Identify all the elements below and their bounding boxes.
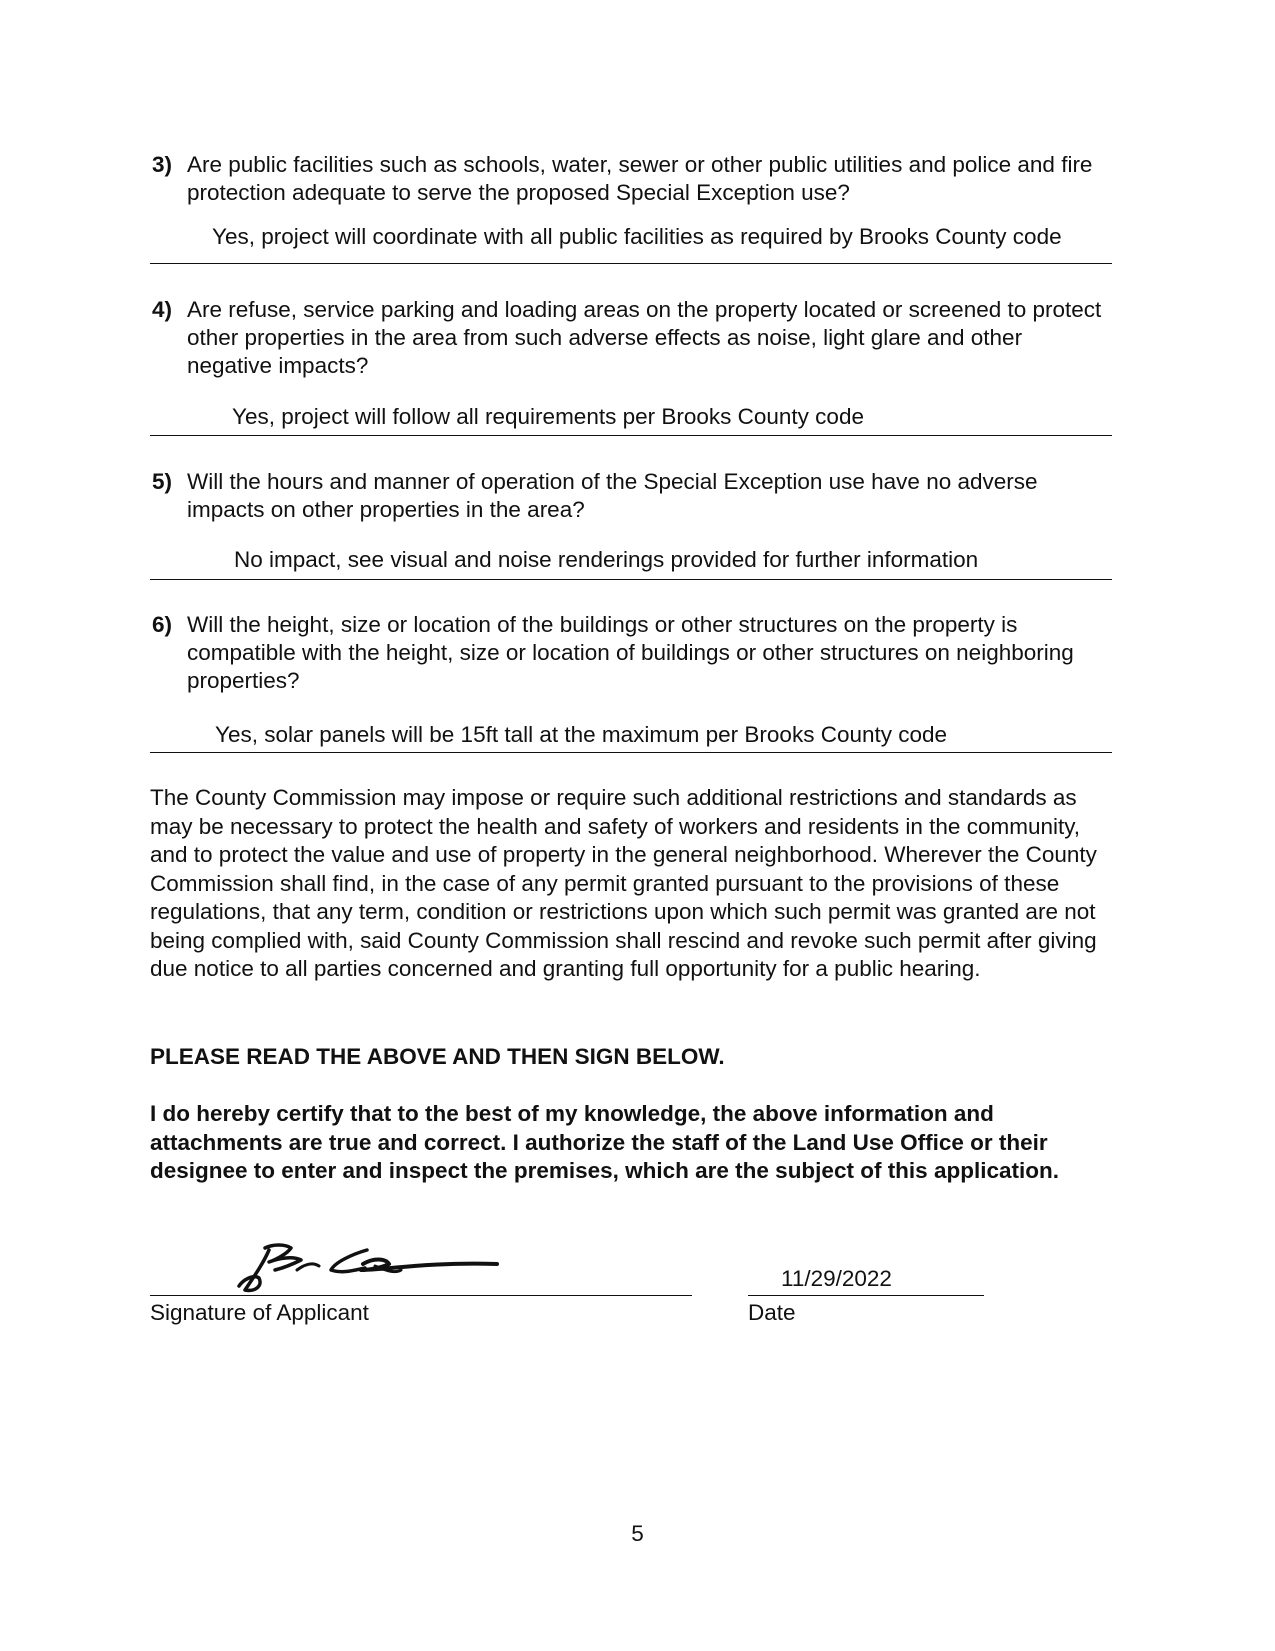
certification-statement: I do hereby certify that to the best of my knowledge, the above information and attachments are true and correct. I authorize the staff of the Land Use Office or their designee to enter and inspect the premises, which are the subject of this application.	[150, 1101, 1059, 1183]
handwritten-signature	[235, 1240, 505, 1302]
signature-line[interactable]	[150, 1295, 692, 1296]
question-number: 3)	[152, 152, 173, 177]
answer-line-6	[150, 752, 1112, 753]
answer-6[interactable]: Yes, solar panels will be 15ft tall at the maximum per Brooks County code	[215, 722, 948, 747]
question-number: 5)	[152, 469, 173, 494]
question-text: Are refuse, service parking and loading areas on the property located or screened to protect other properties in the area from such adverse effects as noise, light glare and other negative impacts?	[187, 297, 1102, 378]
commission-paragraph: The County Commission may impose or require such additional restrictions and standards as may be necessary to protect the health and safety of workers and residents in the community, and to protect the value and use of property in the general neighborhood. Wherever the County Commission shall find, in the case of any permit granted pursuant to the provisions of these regulations, that any term, condition or restrictions upon which such permit was granted are not being complied with, said County Commission shall rescind and revoke such permit after giving due notice to all parties concerned and granting full opportunity for a public hearing.	[150, 785, 1097, 981]
answer-line-5	[150, 579, 1112, 580]
question-number: 4)	[152, 297, 173, 322]
signature-label: Signature of Applicant	[150, 1300, 369, 1325]
question-3	[152, 151, 1112, 207]
question-text: Will the hours and manner of operation of the Special Exception use have no adverse impacts on other properties in the area?	[187, 469, 1038, 522]
date-line	[748, 1295, 984, 1296]
question-text: Will the height, size or location of the buildings or other structures on the property is compatible with the height, size or location of buildings or other structures on neighboring properties?	[187, 612, 1074, 693]
question-number: 6)	[152, 612, 173, 637]
answer-line-4	[150, 435, 1112, 436]
date-value[interactable]: 11/29/2022	[781, 1266, 892, 1291]
question-5	[152, 468, 1112, 524]
answer-4[interactable]: Yes, project will follow all requirements per Brooks County code	[232, 404, 864, 429]
question-text: Are public facilities such as schools, water, sewer or other public utilities and police and fire protection adequate to serve the proposed Special Exception use?	[187, 152, 1093, 205]
date-label: Date	[748, 1300, 796, 1325]
page-number: 5	[631, 1521, 644, 1546]
answer-line-3	[150, 263, 1112, 264]
question-4	[152, 296, 1112, 380]
answer-5[interactable]: No impact, see visual and noise renderings provided for further information	[234, 547, 979, 572]
answer-3[interactable]: Yes, project will coordinate with all public facilities as required by Brooks County code	[212, 224, 1062, 249]
question-6	[152, 611, 1112, 695]
read-notice: PLEASE READ THE ABOVE AND THEN SIGN BELOW.	[150, 1044, 725, 1069]
